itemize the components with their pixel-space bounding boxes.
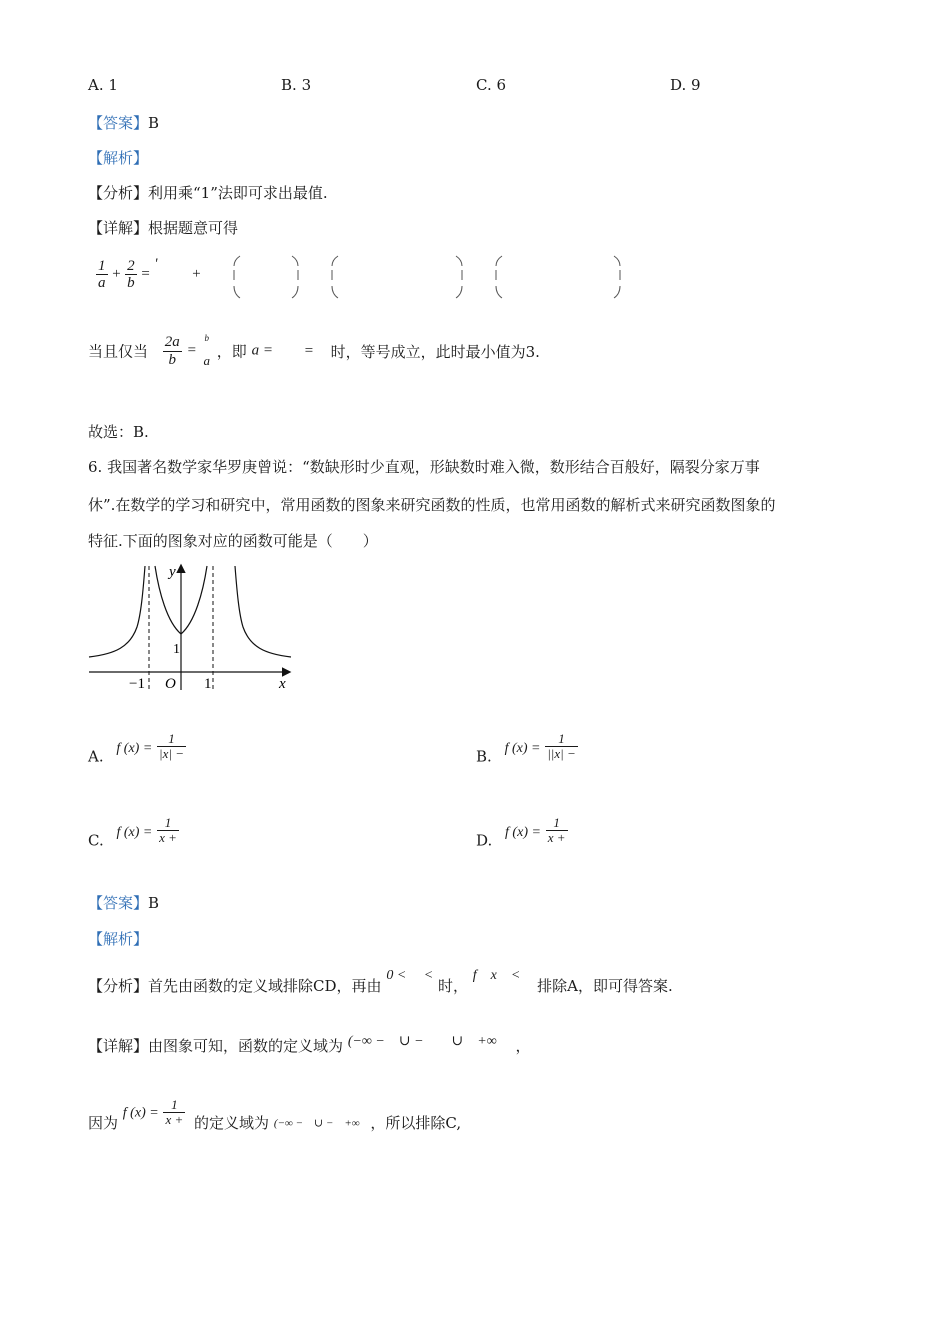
y-label: y: [169, 564, 176, 580]
curve-left: [89, 566, 145, 657]
q5-condition: 当且仅当 $\frac{2a}{b}$ = b a ，即 a = = 时，等号成立，此时最小值为3.: [88, 333, 540, 368]
q6-option-b: B. f (x) = $\frac{1}{||x| -}$: [476, 731, 576, 766]
option-d: D. 9: [670, 76, 701, 94]
q6-because: 因为 f (x) = $\frac{1}{x +}$ 的定义域为 (−∞ − ∪ − +∞ ，所以排除C,: [88, 1097, 462, 1132]
x-label: x: [279, 676, 286, 692]
q5-jiexi-tag: 【解析】: [88, 149, 149, 167]
q6-option-a: A. f (x) = $\frac{1}{|x| -}$: [88, 731, 184, 766]
option-a: A. 1: [88, 76, 118, 94]
q6-option-d: D. f (x) = $\frac{1}{x +}$: [476, 815, 566, 850]
q6-stem-line3: 特征.下面的图象对应的函数可能是（ ）: [88, 532, 378, 550]
q6-function-graph: [85, 562, 295, 692]
q6-option-c: C. f (x) = $\frac{1}{x +}$: [88, 815, 177, 850]
tick-neg1: −1: [129, 676, 145, 692]
option-b: B. 3: [281, 76, 312, 94]
q5-equation: $\frac{1}{a}$ + $\frac{2}{b}$ = ' +: [98, 256, 202, 292]
tick-y1: 1: [173, 642, 180, 657]
q5-fenxi: 【分析】利用乘“1”法即可求出最值.: [88, 184, 328, 202]
q5-choose: 故选：B.: [88, 423, 149, 441]
q6-xiangjie: 【详解】由图象可知，函数的定义域为 (−∞ − ∪ − ∪ +∞ ，: [88, 1034, 531, 1055]
origin-label: O: [165, 676, 176, 692]
option-c: C. 6: [476, 76, 507, 94]
curve-right: [235, 566, 291, 657]
q5-answer: 【答案】B: [88, 114, 160, 132]
q6-stem-line2: 休”.在数学的学习和研究中，常用函数的图象来研究函数的性质，也常用函数的解析式来研究函数图象的: [88, 496, 776, 514]
q5-xiangjie: 【详解】根据题意可得: [88, 219, 239, 237]
tick-pos1: 1: [204, 676, 212, 692]
q5-equation-brackets: [232, 254, 632, 304]
q6-answer: 【答案】B: [88, 894, 160, 912]
q6-fenxi: 【分析】首先由函数的定义域排除CD，再由 0 < < 时， f x < 排除A，即可得答案.: [88, 968, 673, 995]
q6-jiexi-tag: 【解析】: [88, 930, 149, 948]
q6-stem-line1: 6. 我国著名数学家华罗庚曾说：“数缺形时少直观，形缺数时难入微，数形结合百般好，隔裂分家万事: [88, 458, 760, 476]
